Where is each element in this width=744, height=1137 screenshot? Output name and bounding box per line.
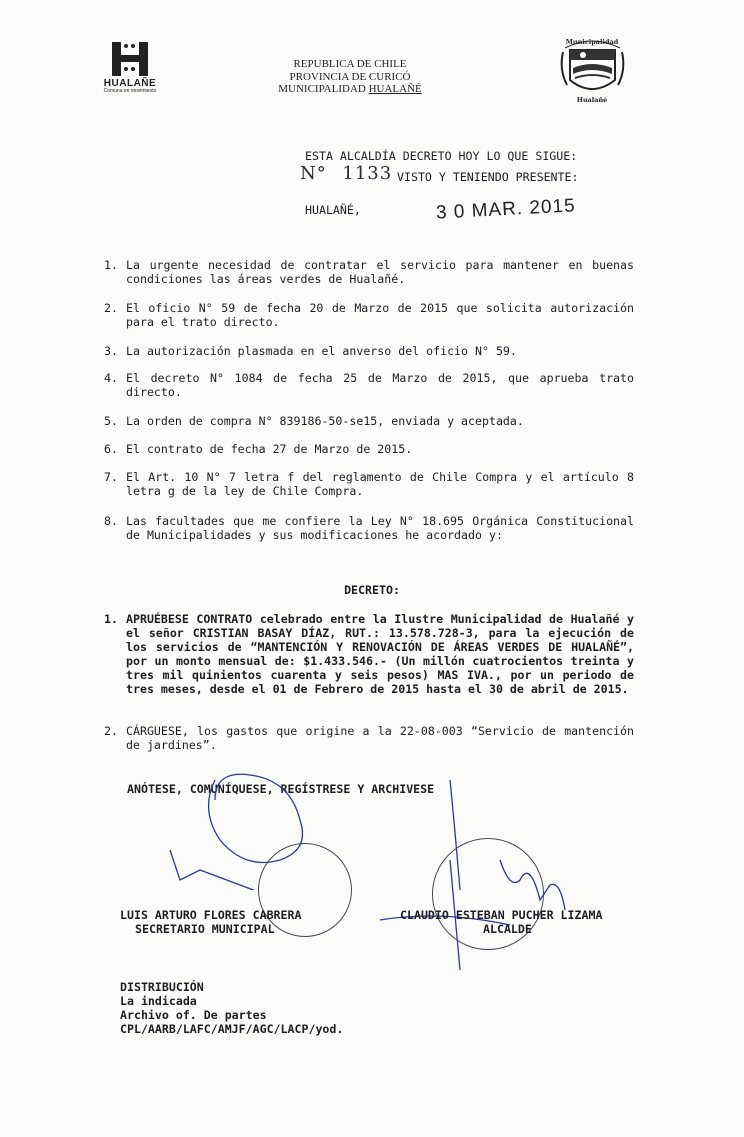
logo-name: HUALAÑE	[103, 78, 157, 89]
visto-item-7: 7. El Art. 10 N° 7 letra f del reglamento de Chile Compra y el artículo 8 letra g de la ley de Chile Compra.	[104, 470, 634, 498]
decreto-title: DECRETO:	[344, 583, 400, 597]
distribution-block	[120, 980, 343, 1036]
decree-number: 1133	[342, 163, 393, 184]
visto-item-3: 3. La autorización plasmada en el anverso del oficio N° 59.	[104, 344, 517, 358]
visto-item-5: 5. La orden de compra N° 839186-50-se15, enviada y aceptada.	[104, 414, 524, 428]
visto-line: VISTO Y TENIENDO PRESENTE:	[397, 170, 579, 184]
secretary-title: SECRETARIO MUNICIPAL	[135, 922, 275, 936]
logo-tagline: Comuna en movimiento	[103, 88, 157, 94]
mayor-title: ALCALDE	[483, 922, 532, 936]
visto-item-1: 1. La urgente necesidad de contratar el servicio para mantener en buenas condiciones las áreas verdes de Hualañé.	[104, 258, 634, 286]
closing-formula: ANÓTESE, COMUNÍQUESE, REGÍSTRESE Y ARCHIVESE	[127, 782, 435, 796]
distribution-line: CPL/AARB/LAFC/AMJF/AGC/LACP/yod.	[120, 1022, 344, 1036]
visto-item-4: 4. El decreto N° 1084 de fecha 25 de Marzo de 2015, que aprueba trato directo.	[104, 371, 634, 399]
place-label: HUALAÑÉ,	[305, 203, 361, 217]
crest-top-text: Municipalidad	[565, 38, 619, 46]
distribution-line: La indicada	[120, 994, 197, 1008]
municipal-crest-icon	[555, 30, 630, 105]
visto-item-2: 2. El oficio N° 59 de fecha 20 de Marzo de 2015 que solicita autorización para el trato directo.	[104, 301, 634, 329]
decreto-item-1: 1. APRUÉBESE CONTRATO celebrado entre la Ilustre Municipalidad de Hualañé y el señor CRISTIAN BASAY DÍAZ, RUT.: 13.578.728-3, para la ejecución de los servicios de “MANTENCIÓN Y RENOVACIÓN DE ÁREAS VERDES DE HUALAÑÉ”, por un monto mensual de: $1.433.546.- (Un millón cuatrocientos treinta y tres mil quinientos cuarenta y seis pesos) MAS IVA., por un periodo de tres meses, desde el 01 de Febrero de 2015 hasta el 30 de abril de 2015.	[104, 612, 634, 696]
header-line-republica: REPUBLICA DE CHILE	[293, 58, 407, 70]
decree-number-row	[300, 163, 392, 184]
crest-bottom-text: Hualañé	[576, 96, 608, 104]
distribution-title: DISTRIBUCIÓN	[120, 980, 204, 994]
hualane-logo	[100, 42, 160, 94]
secretary-name: LUIS ARTURO FLORES CABRERA	[120, 908, 302, 922]
decreto-item-2: 2. CÁRGUESE, los gastos que origine a la 22-08-003 “Servicio de mantención de jardines”.	[104, 724, 634, 752]
decree-intro-line: ESTA ALCALDÍA DECRETO HOY LO QUE SIGUE:	[305, 149, 578, 163]
distribution-line: Archivo of. De partes	[120, 1008, 267, 1022]
visto-item-8: 8. Las facultades que me confiere la Ley N° 18.695 Orgánica Constitucional de Municipalidades y sus modificaciones he acordado y:	[104, 514, 634, 542]
mayor-name: CLAUDIO ESTEBAN PUCHER LIZAMA	[400, 908, 603, 922]
date-stamp: 3 0 MAR. 2015	[435, 195, 577, 224]
visto-item-6: 6. El contrato de fecha 27 de Marzo de 2015.	[104, 442, 413, 456]
header-title	[250, 58, 450, 96]
h-logo-icon	[106, 42, 154, 78]
decree-number-prefix: N°	[300, 163, 327, 184]
header-line-municipalidad: MUNICIPALIDAD HUALAÑÉ	[278, 83, 422, 95]
header-line-provincia: PROVINCIA DE CURICÓ	[289, 70, 411, 83]
